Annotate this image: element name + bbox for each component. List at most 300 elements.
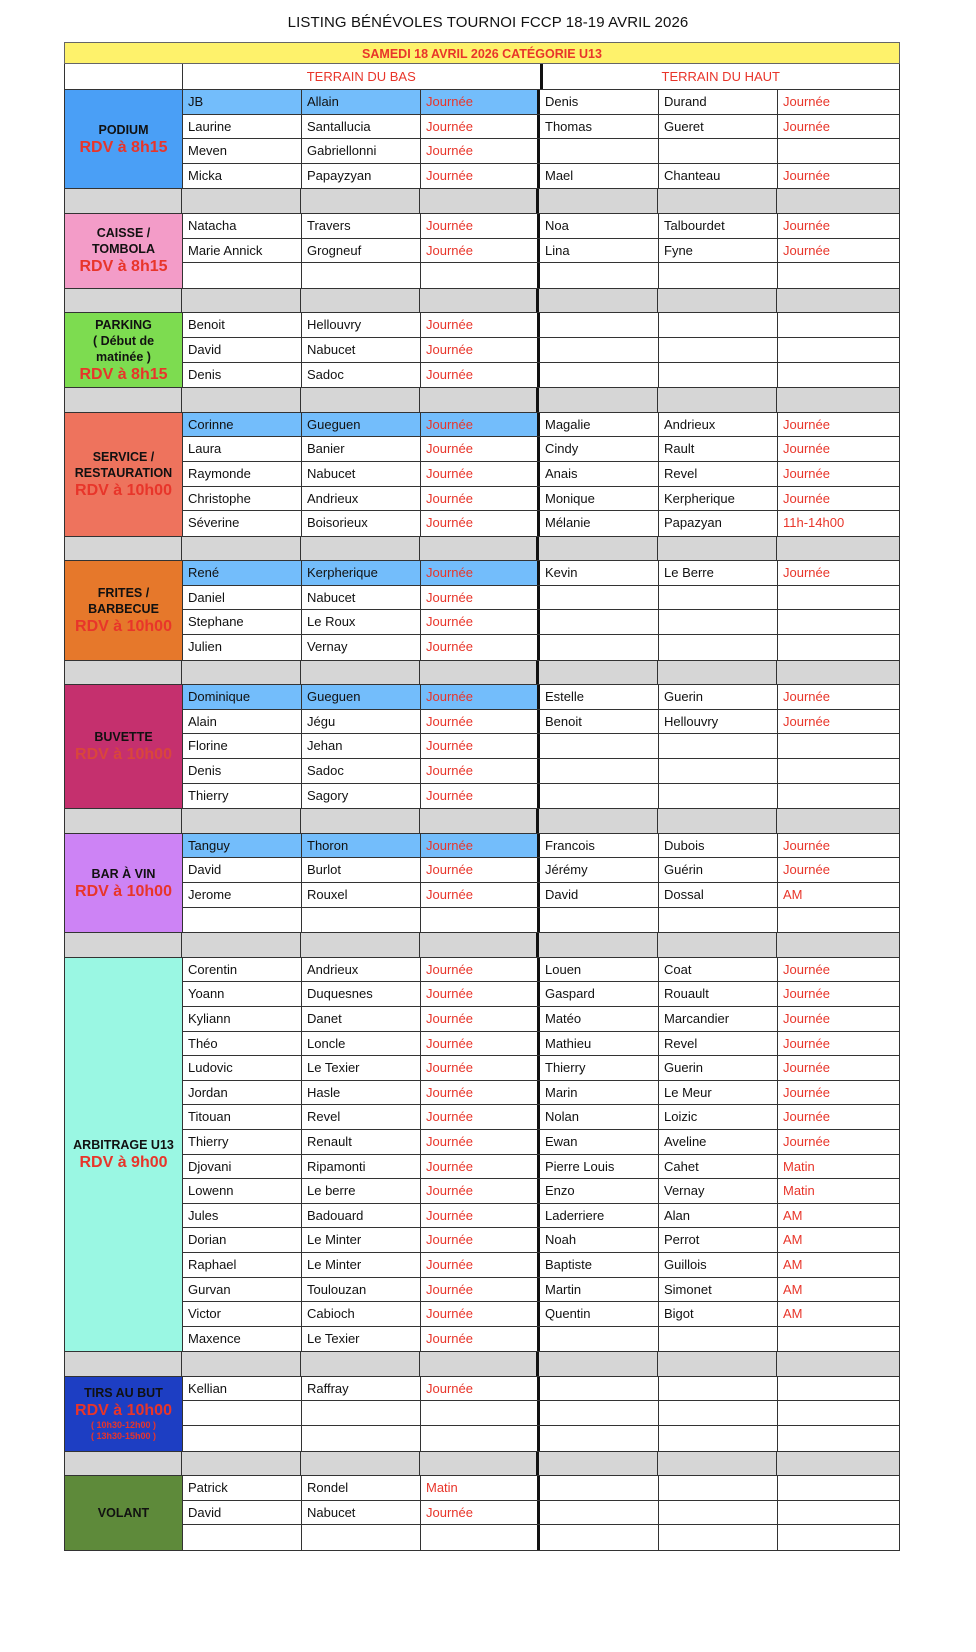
- section-name: ARBITRAGE U13: [73, 1138, 174, 1153]
- table-row: [183, 685, 899, 710]
- table-row: [183, 90, 899, 115]
- shift-bas-cell: Journée: [421, 511, 540, 536]
- first-name-haut-cell: Jérémy: [540, 858, 659, 882]
- section-name: TIRS AU BUT: [84, 1386, 163, 1401]
- last-name-haut-cell: Guerin: [659, 685, 778, 709]
- last-name-bas-cell: Danet: [302, 1007, 421, 1031]
- table-row: [183, 1501, 899, 1526]
- last-name-haut-cell: [659, 759, 778, 783]
- table-row: [183, 610, 899, 635]
- shift-haut-cell: AM: [783, 887, 803, 902]
- last-name-bas-cell: [302, 1426, 421, 1451]
- section-label: [65, 214, 183, 288]
- separator-cell: [182, 661, 301, 685]
- separator-cell: [539, 1352, 658, 1376]
- table-row: [183, 1204, 899, 1229]
- first-name-bas-cell: Stephane: [183, 610, 302, 634]
- section-separator: [64, 1451, 900, 1476]
- table-row: [183, 1179, 899, 1204]
- shift-haut-cell: Journée: [783, 961, 830, 977]
- first-name-haut-cell: Magalie: [540, 413, 659, 437]
- separator-cell: [420, 388, 539, 412]
- last-name-bas-cell: Renault: [302, 1130, 421, 1154]
- shift-haut-cell: AM: [783, 1232, 803, 1248]
- first-name-bas-cell: David: [183, 858, 302, 882]
- section-4: [64, 412, 900, 536]
- separator-cell: [777, 388, 899, 412]
- table-row: [183, 958, 899, 983]
- first-name-bas-cell: Dorian: [183, 1228, 302, 1252]
- first-name-haut-cell: Matéo: [540, 1007, 659, 1031]
- table-row: [183, 1401, 899, 1426]
- table-row: [183, 214, 899, 239]
- last-name-haut-cell: Vernay: [659, 1179, 778, 1203]
- first-name-bas-cell: Denis: [183, 759, 302, 783]
- shift-bas-cell: Journée: [421, 635, 540, 660]
- first-name-haut-cell: [540, 1476, 659, 1500]
- last-name-haut-cell: Andrieux: [659, 413, 778, 437]
- first-name-bas-cell: [183, 1525, 302, 1550]
- first-name-bas-cell: [183, 263, 302, 288]
- first-name-bas-cell: Titouan: [183, 1105, 302, 1129]
- table-row: [183, 834, 899, 859]
- table-row: [183, 413, 899, 438]
- section-7: [64, 833, 900, 932]
- first-name-haut-cell: Mélanie: [540, 511, 659, 536]
- terrain-haut-header: TERRAIN DU HAUT: [661, 69, 780, 84]
- shift-bas-cell: Journée: [421, 1105, 540, 1129]
- separator-cell: [539, 289, 658, 313]
- document-title: LISTING BÉNÉVOLES TOURNOI FCCP 18-19 AVRIL 2026: [287, 14, 689, 31]
- separator-cell: [777, 809, 899, 833]
- last-name-haut-cell: Chanteau: [659, 164, 778, 189]
- separator-cell: [420, 661, 539, 685]
- section-8: [64, 957, 900, 1352]
- shift-bas-cell: Journée: [421, 784, 540, 809]
- shift-haut-cell: [778, 784, 897, 809]
- section-label: [65, 1476, 183, 1550]
- separator-cell: [182, 1352, 301, 1376]
- shift-haut-cell: Journée: [783, 689, 830, 705]
- separator-cell: [182, 388, 301, 412]
- separator-cell: [301, 809, 420, 833]
- first-name-bas-cell: Thierry: [183, 784, 302, 809]
- first-name-haut-cell: [540, 734, 659, 758]
- separator-cell: [301, 1352, 420, 1376]
- first-name-bas-cell: Alain: [183, 710, 302, 734]
- first-name-haut-cell: Anais: [540, 462, 659, 486]
- last-name-haut-cell: Gueret: [659, 115, 778, 139]
- last-name-haut-cell: [659, 363, 778, 388]
- separator-cell: [420, 1352, 539, 1376]
- last-name-bas-cell: Sadoc: [302, 759, 421, 783]
- shift-bas-cell: Journée: [421, 115, 540, 139]
- last-name-haut-cell: Talbourdet: [659, 214, 778, 238]
- shift-bas-cell: Journée: [421, 338, 540, 362]
- first-name-bas-cell: Tanguy: [183, 834, 302, 858]
- separator-cell: [777, 1352, 899, 1376]
- shift-haut-cell: 11h-14h00: [783, 515, 845, 531]
- table-row: [183, 858, 899, 883]
- last-name-bas-cell: Le Texier: [302, 1056, 421, 1080]
- last-name-bas-cell: Andrieux: [302, 487, 421, 511]
- last-name-bas-cell: Thoron: [302, 834, 421, 858]
- last-name-haut-cell: Coat: [659, 958, 778, 982]
- section-9: [64, 1376, 900, 1451]
- last-name-haut-cell: Rouault: [659, 982, 778, 1006]
- separator-cell: [182, 1452, 301, 1476]
- section-separator: [64, 808, 900, 833]
- separator-cell: [182, 289, 301, 313]
- first-name-haut-cell: [540, 338, 659, 362]
- terrain-header-row: [64, 64, 900, 89]
- first-name-haut-cell: [540, 1401, 659, 1425]
- last-name-bas-cell: Gueguen: [302, 685, 421, 709]
- last-name-bas-cell: Nabucet: [302, 1501, 421, 1525]
- shift-bas-cell: Journée: [421, 883, 540, 907]
- shift-bas-cell: [421, 1426, 540, 1451]
- shift-bas-cell: Matin: [421, 1476, 540, 1500]
- last-name-haut-cell: Guerin: [659, 1056, 778, 1080]
- shift-bas-cell: Journée: [421, 214, 540, 238]
- shift-haut-cell: Journée: [783, 441, 830, 457]
- first-name-bas-cell: Laurine: [183, 115, 302, 139]
- last-name-haut-cell: [659, 635, 778, 660]
- first-name-bas-cell: Maxence: [183, 1327, 302, 1352]
- last-name-bas-cell: Rouxel: [302, 883, 421, 907]
- shift-haut-cell: Journée: [783, 416, 830, 432]
- table-row: [183, 908, 899, 933]
- last-name-bas-cell: Le Texier: [302, 1327, 421, 1352]
- separator-cell: [420, 933, 539, 957]
- shift-haut-cell: Journée: [783, 565, 830, 581]
- last-name-haut-cell: Simonet: [659, 1278, 778, 1302]
- first-name-haut-cell: [540, 139, 659, 163]
- shift-haut-cell: Journée: [783, 1133, 830, 1149]
- first-name-haut-cell: [540, 1377, 659, 1401]
- first-name-haut-cell: [540, 363, 659, 388]
- shift-haut-cell: Journée: [783, 94, 830, 109]
- separator-cell: [65, 1452, 182, 1476]
- section-label: [65, 1377, 183, 1451]
- shift-bas-cell: Journée: [421, 1501, 540, 1525]
- shift-haut-cell: [778, 363, 897, 388]
- section-rdv-time: RDV à 10h00: [75, 882, 172, 900]
- sections-container: [64, 89, 900, 1550]
- shift-haut-cell: Journée: [783, 217, 830, 233]
- shift-haut-cell: [778, 313, 897, 337]
- section-rows: [183, 834, 899, 932]
- table-row: [183, 1426, 899, 1451]
- last-name-haut-cell: [659, 1426, 778, 1451]
- section-name: CAISSE / TOMBOLA: [92, 226, 155, 257]
- section-separator: [64, 536, 900, 561]
- last-name-bas-cell: Raffray: [302, 1377, 421, 1401]
- separator-cell: [301, 537, 420, 561]
- separator-cell: [539, 809, 658, 833]
- first-name-bas-cell: Patrick: [183, 1476, 302, 1500]
- last-name-bas-cell: Jégu: [302, 710, 421, 734]
- shift-bas-cell: [421, 1401, 540, 1425]
- shift-bas-cell: Journée: [421, 982, 540, 1006]
- section-rdv-time: RDV à 8h15: [79, 138, 168, 156]
- shift-bas-cell: [421, 908, 540, 933]
- table-row: [183, 586, 899, 611]
- section-rows: [183, 561, 899, 659]
- section-rdv-time: RDV à 10h00: [75, 617, 172, 635]
- table-row: [183, 164, 899, 189]
- first-name-bas-cell: Gurvan: [183, 1278, 302, 1302]
- section-label: [65, 834, 183, 932]
- separator-cell: [301, 661, 420, 685]
- shift-haut-cell: [778, 263, 897, 288]
- first-name-bas-cell: Marie Annick: [183, 239, 302, 263]
- terrain-bas-header: TERRAIN DU BAS: [183, 64, 543, 89]
- separator-cell: [182, 537, 301, 561]
- first-name-haut-cell: [540, 1426, 659, 1451]
- shift-haut-cell: [778, 1525, 897, 1550]
- first-name-haut-cell: [540, 610, 659, 634]
- shift-haut-cell: Journée: [783, 490, 830, 506]
- table-row: [183, 734, 899, 759]
- volunteer-table: [64, 42, 900, 1551]
- last-name-bas-cell: Nabucet: [302, 462, 421, 486]
- separator-cell: [420, 289, 539, 313]
- last-name-bas-cell: Travers: [302, 214, 421, 238]
- table-row: [183, 313, 899, 338]
- shift-haut-cell: [778, 759, 897, 783]
- table-row: [183, 1081, 899, 1106]
- last-name-bas-cell: Revel: [302, 1105, 421, 1129]
- shift-haut-cell: AM: [783, 1281, 803, 1297]
- first-name-bas-cell: Jordan: [183, 1081, 302, 1105]
- shift-bas-cell: Journée: [421, 90, 540, 114]
- shift-bas-cell: Journée: [421, 363, 540, 388]
- shift-haut-cell: [778, 734, 897, 758]
- shift-bas-cell: Journée: [421, 1032, 540, 1056]
- last-name-bas-cell: Duquesnes: [302, 982, 421, 1006]
- separator-cell: [777, 1452, 899, 1476]
- separator-cell: [420, 189, 539, 213]
- first-name-bas-cell: David: [183, 338, 302, 362]
- shift-bas-cell: Journée: [421, 1278, 540, 1302]
- section-name: BUVETTE: [94, 730, 153, 745]
- section-separator: [64, 660, 900, 685]
- last-name-bas-cell: Boisorieux: [302, 511, 421, 536]
- section-label: [65, 413, 183, 536]
- first-name-bas-cell: Théo: [183, 1032, 302, 1056]
- last-name-haut-cell: [659, 139, 778, 163]
- separator-cell: [65, 1352, 182, 1376]
- separator-cell: [539, 537, 658, 561]
- first-name-haut-cell: Noa: [540, 214, 659, 238]
- last-name-bas-cell: Nabucet: [302, 338, 421, 362]
- shift-haut-cell: Journée: [783, 465, 830, 481]
- shift-bas-cell: Journée: [421, 1155, 540, 1179]
- separator-cell: [420, 1452, 539, 1476]
- section-separator: [64, 288, 900, 313]
- shift-bas-cell: Journée: [421, 685, 540, 709]
- section-rdv-time: RDV à 10h00: [75, 746, 172, 764]
- first-name-haut-cell: David: [540, 883, 659, 907]
- section-name: BAR À VIN: [91, 866, 156, 881]
- shift-haut-cell: Journée: [783, 1010, 830, 1026]
- last-name-bas-cell: Gueguen: [302, 413, 421, 437]
- section-rdv-time: RDV à 10h00: [75, 481, 172, 499]
- first-name-haut-cell: Martin: [540, 1278, 659, 1302]
- last-name-bas-cell: Grogneuf: [302, 239, 421, 263]
- separator-cell: [420, 537, 539, 561]
- last-name-haut-cell: [659, 610, 778, 634]
- last-name-haut-cell: [659, 1501, 778, 1525]
- table-row: [183, 462, 899, 487]
- shift-bas-cell: Journée: [421, 1204, 540, 1228]
- table-row: [183, 437, 899, 462]
- last-name-bas-cell: Burlot: [302, 858, 421, 882]
- separator-cell: [658, 189, 777, 213]
- last-name-haut-cell: [659, 338, 778, 362]
- section-label: [65, 561, 183, 659]
- shift-haut-cell: [778, 908, 897, 933]
- separator-cell: [65, 388, 182, 412]
- first-name-bas-cell: Lowenn: [183, 1179, 302, 1203]
- table-row: [183, 1105, 899, 1130]
- first-name-haut-cell: [540, 1327, 659, 1352]
- last-name-bas-cell: Le berre: [302, 1179, 421, 1203]
- shift-haut-cell: [778, 338, 897, 362]
- shift-haut-cell: [778, 1426, 897, 1451]
- last-name-haut-cell: [659, 586, 778, 610]
- section-name: SERVICE / RESTAURATION: [74, 449, 173, 480]
- shift-bas-cell: [421, 263, 540, 288]
- last-name-haut-cell: [659, 1327, 778, 1352]
- last-name-haut-cell: Durand: [659, 90, 778, 114]
- table-bottom-border: [64, 1550, 900, 1551]
- first-name-bas-cell: David: [183, 1501, 302, 1525]
- first-name-haut-cell: Mathieu: [540, 1032, 659, 1056]
- first-name-haut-cell: Benoit: [540, 710, 659, 734]
- last-name-haut-cell: Revel: [659, 1032, 778, 1056]
- table-row: [183, 511, 899, 536]
- separator-cell: [658, 1452, 777, 1476]
- first-name-bas-cell: Laura: [183, 437, 302, 461]
- shift-haut-cell: AM: [783, 1256, 803, 1272]
- shift-bas-cell: Journée: [421, 1007, 540, 1031]
- last-name-haut-cell: Loizic: [659, 1105, 778, 1129]
- first-name-haut-cell: [540, 784, 659, 809]
- table-row: [183, 1228, 899, 1253]
- last-name-bas-cell: Rondel: [302, 1476, 421, 1500]
- section-rdv-time: RDV à 9h00: [79, 1154, 168, 1172]
- first-name-haut-cell: [540, 908, 659, 933]
- shift-haut-cell: [778, 610, 897, 634]
- section-name: PARKING ( Début de matinée ): [92, 317, 155, 364]
- first-name-bas-cell: Djovani: [183, 1155, 302, 1179]
- first-name-bas-cell: Kellian: [183, 1377, 302, 1401]
- first-name-bas-cell: Christophe: [183, 487, 302, 511]
- section-rows: [183, 313, 899, 387]
- shift-haut-cell: AM: [783, 1306, 803, 1322]
- first-name-haut-cell: Laderriere: [540, 1204, 659, 1228]
- shift-bas-cell: Journée: [421, 1377, 540, 1401]
- table-row: [183, 139, 899, 164]
- table-row: [183, 710, 899, 735]
- table-row: [183, 1253, 899, 1278]
- first-name-haut-cell: [540, 313, 659, 337]
- table-row: [183, 1056, 899, 1081]
- shift-bas-cell: Journée: [421, 487, 540, 511]
- table-row: [183, 1155, 899, 1180]
- shift-bas-cell: Journée: [421, 1228, 540, 1252]
- first-name-bas-cell: Jules: [183, 1204, 302, 1228]
- first-name-bas-cell: Daniel: [183, 586, 302, 610]
- shift-bas-cell: Journée: [421, 561, 540, 585]
- shift-haut-cell: Journée: [783, 713, 830, 729]
- first-name-bas-cell: Denis: [183, 363, 302, 388]
- section-10: [64, 1475, 900, 1550]
- last-name-bas-cell: Cabioch: [302, 1302, 421, 1326]
- shift-haut-cell: Journée: [783, 1060, 830, 1076]
- section-5: [64, 560, 900, 659]
- separator-cell: [658, 537, 777, 561]
- last-name-bas-cell: Sadoc: [302, 363, 421, 388]
- first-name-bas-cell: Raphael: [183, 1253, 302, 1277]
- last-name-bas-cell: Le Minter: [302, 1253, 421, 1277]
- shift-bas-cell: [421, 1525, 540, 1550]
- last-name-bas-cell: Nabucet: [302, 586, 421, 610]
- separator-cell: [301, 1452, 420, 1476]
- last-name-haut-cell: [659, 734, 778, 758]
- last-name-bas-cell: Andrieux: [302, 958, 421, 982]
- shift-bas-cell: Journée: [421, 834, 540, 858]
- section-label: [65, 685, 183, 808]
- first-name-haut-cell: Noah: [540, 1228, 659, 1252]
- shift-bas-cell: Journée: [421, 413, 540, 437]
- first-name-haut-cell: Lina: [540, 239, 659, 263]
- shift-bas-cell: Journée: [421, 1253, 540, 1277]
- first-name-haut-cell: Mael: [540, 164, 659, 189]
- shift-bas-cell: Journée: [421, 139, 540, 163]
- separator-cell: [182, 809, 301, 833]
- table-row: [183, 1130, 899, 1155]
- first-name-haut-cell: Baptiste: [540, 1253, 659, 1277]
- first-name-haut-cell: Estelle: [540, 685, 659, 709]
- first-name-bas-cell: Séverine: [183, 511, 302, 536]
- table-row: [183, 982, 899, 1007]
- separator-cell: [777, 933, 899, 957]
- first-name-bas-cell: Natacha: [183, 214, 302, 238]
- last-name-bas-cell: Toulouzan: [302, 1278, 421, 1302]
- section-6: [64, 684, 900, 808]
- last-name-haut-cell: Marcandier: [659, 1007, 778, 1031]
- section-name: FRITES / BARBECUE: [88, 585, 159, 616]
- last-name-haut-cell: [659, 263, 778, 288]
- section-rows: [183, 1476, 899, 1550]
- first-name-haut-cell: Nolan: [540, 1105, 659, 1129]
- shift-haut-cell: Journée: [783, 1109, 830, 1125]
- shift-bas-cell: Journée: [421, 462, 540, 486]
- last-name-haut-cell: Dubois: [659, 834, 778, 858]
- separator-cell: [65, 809, 182, 833]
- section-rdv-time: RDV à 8h15: [79, 365, 168, 383]
- first-name-haut-cell: Kevin: [540, 561, 659, 585]
- separator-cell: [301, 933, 420, 957]
- shift-haut-cell: Journée: [783, 118, 830, 134]
- day-category-banner: SAMEDI 18 AVRIL 2026 CATÉGORIE U13: [64, 42, 900, 64]
- section-rdv-time: RDV à 10h00: [75, 1402, 172, 1420]
- first-name-haut-cell: [540, 759, 659, 783]
- last-name-bas-cell: Banier: [302, 437, 421, 461]
